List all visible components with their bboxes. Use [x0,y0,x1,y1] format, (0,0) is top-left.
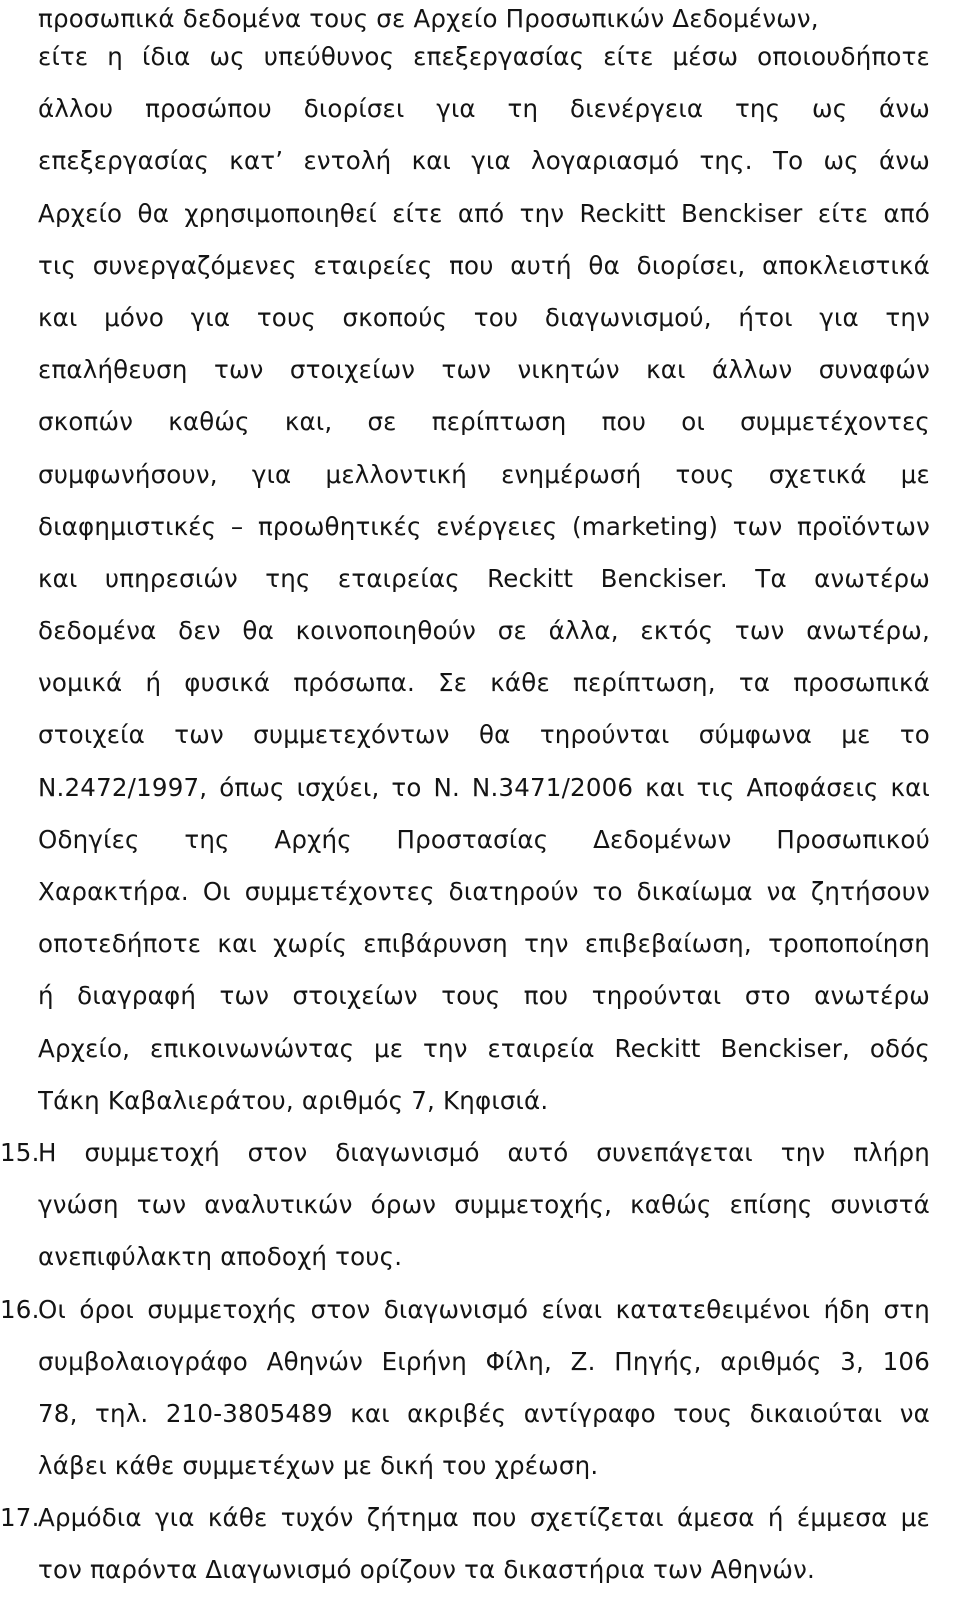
text-line: προσωπικά δεδομένα τους σε Αρχείο Προσωπικών Δεδομένων, [38,4,819,33]
text-line: στοιχεία των συμμετεχόντων θα τηρούνται σύμφωνα με το [38,720,930,750]
text-line: διαφημιστικές – προωθητικές ενέργειες (marketing) των προϊόντων [38,511,930,541]
numbered-terms-list [0,1134,930,1604]
list-item [0,1134,930,1291]
list-item-text-line: Οι όροι συμμετοχής στον διαγωνισμό είναι κατατεθειμένοι ήδη στη [38,1294,930,1324]
list-item [0,1291,930,1500]
list-item-text-line: Η συμμετοχή στον διαγωνισμό αυτό συνεπάγεται την πλήρη [38,1137,930,1167]
text-line: Αρχείο θα χρησιμοποιηθεί είτε από την Reckitt Benckiser είτε από [38,198,930,228]
text-line: ή διαγραφή των στοιχείων τους που τηρούνται στο ανωτέρω [38,981,930,1011]
intro-paragraph [38,0,930,1134]
text-line: οποτεδήποτε και χωρίς επιβάρυνση την επιβεβαίωση, τροποποίηση [38,929,930,959]
text-line: Ν.2472/1997, όπως ισχύει, το Ν. Ν.3471/2006 και τις Αποφάσεις και [38,772,930,802]
list-item-text-line: γνώση των αναλυτικών όρων συμμετοχής, καθώς επίσης συνιστά [38,1190,930,1220]
list-item-text-line: 78, τηλ. 210-3805489 και ακριβές αντίγραφο τους δικαιούται να [38,1398,930,1428]
text-line: σκοπών καθώς και, σε περίπτωση που οι συμμετέχοντες [38,407,930,437]
text-line: και υπηρεσιών της εταιρείας Reckitt Benckiser. Τα ανωτέρω [38,563,930,593]
text-line: Αρχείο, επικοινωνώντας με την εταιρεία Reckitt Benckiser, οδός [38,1033,930,1063]
text-line: νομικά ή φυσικά πρόσωπα. Σε κάθε περίπτωση, τα προσωπικά [38,668,930,698]
text-line: συμφωνήσουν, για μελλοντική ενημέρωσή τους σχετικά με [38,459,930,489]
list-item-text-line: Αρμόδια για κάθε τυχόν ζήτημα που σχετίζεται άμεσα ή έμμεσα με [38,1503,930,1533]
list-item [0,1499,930,1603]
text-line: επαλήθευση των στοιχείων των νικητών και άλλων συναφών [38,355,930,385]
text-line: είτε η ίδια ως υπεύθυνος επεξεργασίας είτε μέσω οποιουδήποτε [38,42,930,71]
text-line: και μόνο για τους σκοπούς του διαγωνισμού, ήτοι για την [38,302,930,332]
text-line: Χαρακτήρα. Οι συμμετέχοντες διατηρούν το δικαίωμα να ζητήσουν [38,877,930,906]
text-line: Τάκη Καβαλιεράτου, αριθμός 7, Κηφισιά. [38,1085,549,1115]
text-line: δεδομένα δεν θα κοινοποιηθούν σε άλλα, εκτός των ανωτέρω, [38,616,930,646]
list-item-text-line: ανεπιφύλακτη αποδοχή τους. [38,1242,403,1272]
list-item-number: 17. [0,1503,40,1533]
list-item-text-line: λάβει κάθε συμμετέχων με δική του χρέωση. [38,1451,599,1481]
text-line: Οδηγίες της Αρχής Προστασίας Δεδομένων Προσωπικού [38,824,930,854]
list-item-number: 16. [0,1294,40,1324]
list-item-text-line: συμβολαιογράφο Αθηνών Ειρήνη Φίλη, Ζ. Πηγής, αριθμός 3, 106 [38,1346,930,1376]
text-line: άλλου προσώπου διορίσει για τη διενέργεια της ως άνω [38,94,930,124]
text-line: επεξεργασίας κατ’ εντολή και για λογαριασμό της. Το ως άνω [38,146,930,176]
text-line: τις συνεργαζόμενες εταιρείες που αυτή θα διορίσει, αποκλειστικά [38,250,930,280]
list-item-number: 15. [0,1137,40,1167]
list-item-text-line: τον παρόντα Διαγωνισμό ορίζουν τα δικαστήρια των Αθηνών. [38,1555,815,1585]
